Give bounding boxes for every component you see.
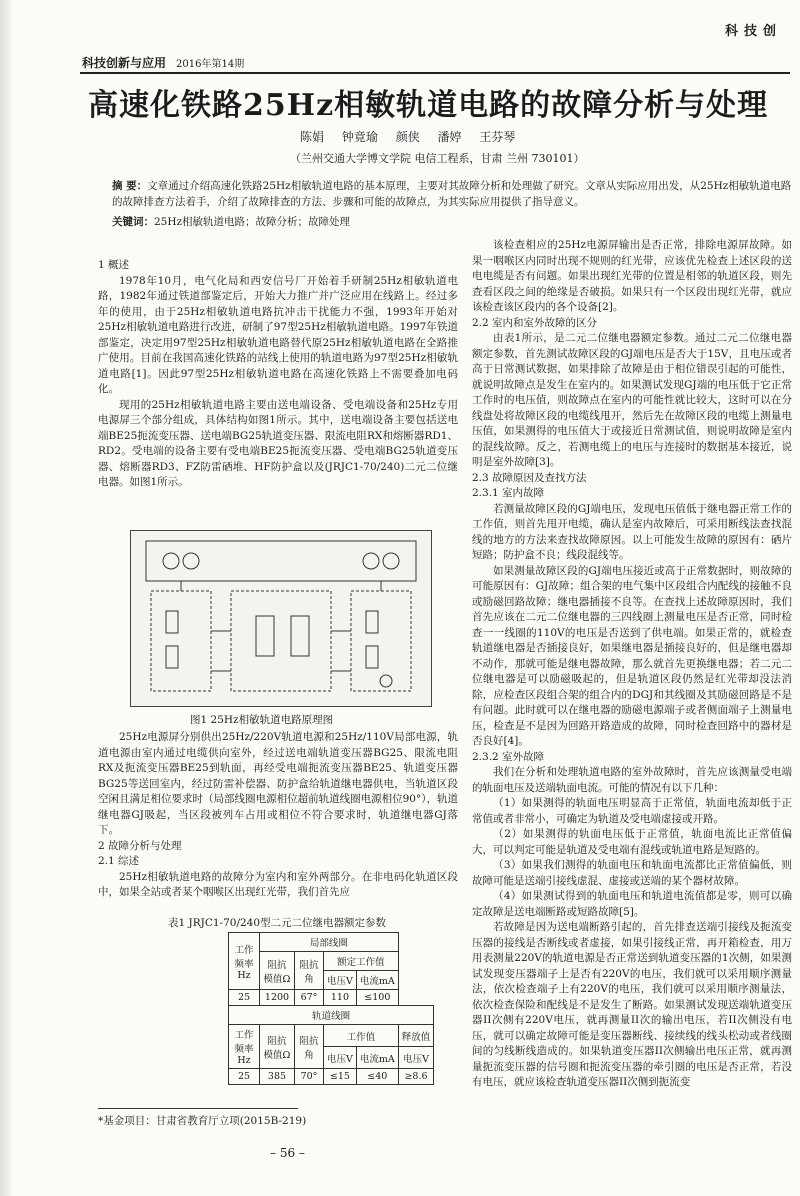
table-cell: 385 <box>260 1069 295 1085</box>
list-item: （2）如果测得的轨面电压低于正常值，轨面电流比正常值偏大，可以判定可能是轨道及受电端有混线或轨道电路是短路的。 <box>472 828 792 856</box>
header-cell: 电压V <box>324 971 357 990</box>
paragraph: 若测量故障区段的GJ端电压，发现电压值低于继电器正常工作的工作值，则首先甩开电缆，确认是室内故障后，可采用断线法查找混线的地方的方法来查找故障原因。以上可能发生故障的原因有：硒片短路；防护盒不良；线段混线等。 <box>472 502 792 561</box>
circuit-diagram <box>131 531 431 706</box>
power-panel-box <box>146 541 416 581</box>
relay-params-table <box>228 932 434 1085</box>
abstract-text: 文章通过介绍高速化铁路25Hz相敏轨道电路的基本原理，主要对其故障分析和处理做了研究。文章从实际应用出发，从25Hz相敏轨道电路的故障排查方法着手，介绍了故障排查的方法、步骤和可能的故障点，为其实际应用提供了指导意义。 <box>112 180 792 208</box>
header-cell: 电压V <box>398 1047 434 1069</box>
right-column <box>472 238 792 1091</box>
issue-label: 2016年第14期 <box>176 59 245 70</box>
paragraph: 我们在分析和处理轨道电路的室外故障时，首先应该测量受电端的轨面电压及送端轨面电流。可能的情况有以下几种： <box>472 766 792 794</box>
paragraph: 25Hz相敏轨道电路的故障分为室内和室外两部分。在非电码化轨道区段中，如果全站或者某个咽喉区出现红光带，我们首先应 <box>98 870 458 898</box>
header-cell: 额定工作值 <box>324 952 399 971</box>
table-cell: ≤15 <box>324 1069 357 1085</box>
page-number: – 56 – <box>270 1146 305 1160</box>
paragraph: 1978年10月，电气化局和西安信号厂开始着手研制25Hz相敏轨道电路，1982年通过铁道部鉴定后，开始大力推广并广泛应用在线路上。经过多年的使用，由于25Hz相敏轨道电路抗冲击干扰能力不强，1993年开始对25Hz相敏轨道电路进行改进，研制了97型25Hz相敏轨道电路。1997年铁道部鉴定，决定用97型25Hz相敏轨道电路替代原25Hz相敏轨道电路在全路推广使用。目前在我国高速化铁路的站线上使用的轨道电路为97型25Hz相敏轨道电路[1]。因此97型25Hz相敏轨道电路在高速化铁路上不需要叠加电码化。 <box>98 274 458 395</box>
footnote-rule <box>98 1108 298 1109</box>
table-cell: 110 <box>324 990 357 1006</box>
abstract-label: 摘 要： <box>112 180 148 192</box>
receiving-end-box <box>351 591 411 691</box>
author: 王芬琴 <box>479 130 516 144</box>
journal-name: 科技创 <box>724 24 782 39</box>
table-cell: ≤100 <box>356 990 398 1006</box>
section-heading: 1 概述 <box>98 259 130 271</box>
list-item: （3）如果我们测得的轨面电压和轨面电流都比正常值偏低，则故障可能是送端引接线虚混、虚接或送端的某个器材故障。 <box>472 859 792 887</box>
paper-title: 高速化铁路25Hz相敏轨道电路的故障分析与处理 <box>88 88 769 123</box>
subsection-heading: 2.3.2 室外故障 <box>472 750 545 763</box>
header-cell: 阻抗角 <box>295 1025 324 1069</box>
header-cell: 阻抗模值Ω <box>260 1025 295 1069</box>
table-cell: 25 <box>229 990 260 1006</box>
keywords-text: 25Hz相敏轨道电路；故障分析；故障处理 <box>154 216 351 228</box>
list-item: （4）如果测试得到的轨面电压和轨道电流值都是零，则可以确定故障是送电端断路或短路故障[5]。 <box>472 890 792 918</box>
section-name: 科技创新与应用 <box>82 56 167 70</box>
header-rule <box>80 72 790 74</box>
paragraph: 现用的25Hz相敏轨道电路主要由送电端设备、受电端设备和25Hz专用电源屏三个部分组成，具体结构如图1所示。其中，送电端设备主要包括送电端BE25扼流变压器、送电端BG25轨道变压器、限流电阻RX和熔断器RD1、RD2。受电端的设备主要有受电端BE25扼流变压器、受电端BG25轨道变压器、熔断器RD3、FZ防雷硒堆、HF防护盒以及(JRJC1-70/240)二元二位继电器。如图1所示。 <box>98 398 458 488</box>
author: 陈娟 <box>300 130 325 144</box>
author: 钟竟瑜 <box>341 130 378 144</box>
table-cell: 1200 <box>260 990 295 1006</box>
section-heading: 2 故障分析与处理 <box>98 839 182 852</box>
table-cell: ≥8.6 <box>398 1069 434 1085</box>
table-title: 表1 JRJC1-70/240型二元二位继电器额定参数 <box>168 917 387 929</box>
author: 潘婷 <box>437 130 462 144</box>
funding-note: *基金项目：甘肃省教育厅立项(2015B-219) <box>98 1115 307 1127</box>
header-cell: 工作频率Hz <box>229 1025 260 1069</box>
affiliation: （兰州交通大学博文学院 电信工程系，甘肃 兰州 730101） <box>290 152 585 165</box>
section-header <box>82 54 244 71</box>
author: 颜侠 <box>395 130 420 144</box>
table-cell: 25 <box>229 1069 260 1085</box>
paragraph: 若故障是因为送电端断路引起的，首先排查送端引接线及扼流变压器的接线是否断线或者虚接，如果引接线正常，再开箱检查，用万用表测量220V的轨道电源是否正常送到轨道变压器的1次侧，如果测试发现变压器端子上是否有220V的电压，我们就可以采用顺序测量法，依次检查端子上有220V的电压，我们就可以采用顺序测量法，依次检查保险和配线是不是发生了断路。如果测试发现送端轨道变压器II次侧有220V电压，就再测量II次的输出电压，若II次侧没有电压，就可以确定故障可能是变压器断线、接续线的线头松动或者线圈间的匀线断线造成的。如果轨道变压器II次侧输出电压正常，就再测量扼流变压器的信号圈和扼流变压器的牵引圈的电压是否正常，若没有电压，就应该检查轨道变压器II次侧到扼流变 <box>472 921 792 1088</box>
header-cell: 工作值 <box>324 1025 399 1047</box>
track-box <box>231 591 331 691</box>
header-cell: 电压V <box>324 1047 357 1069</box>
header-cell: 阻抗角 <box>295 952 324 990</box>
subsection-heading: 2.3 故障原因及查找方法 <box>472 471 587 484</box>
header-cell: 轨道线圈 <box>229 1006 434 1025</box>
header-cell: 工作频率Hz <box>229 933 260 990</box>
circuit-diagram-figure <box>130 530 432 707</box>
subsection-heading: 2.2 室内和室外故障的区分 <box>472 316 598 329</box>
keywords-label: 关键词： <box>112 216 154 228</box>
sending-end-box <box>151 591 211 691</box>
paragraph: 25Hz电源屏分别供出25Hz/220V轨道电源和25Hz/110V局部电源，轨道电源由室内通过电缆供向室外，经过送电端轨道变压器BG25、限流电阻RX及扼流变压器BE25到轨面，再经受电端扼流变压器BE25、轨道变压器BG25等送回室内，经过防雷补偿器、防护盒给轨道继电器供电，当轨道区段空闲且满足相位要求时（局部线圈电源相位超前轨道线圈电源相位90°），轨道继电器GJ吸起，当区段被列车占用或相位不符合要求时，轨道继电器GJ落下。 <box>98 731 458 836</box>
paragraph: 如果测量故障区段的GJ端电压接近或高于正常数据时，则故障的可能原因有：GJ故障；组合架的电气集中区段组合内配线的接触不良或励磁回路故障；继电器插接不良等。在查找上述故障原因时，我们首先应该在二元二位继电器的三四线圈上测量电压是否正常，同时检查一一线圈的110V的电压是否送到了供电端。如果正常的，就检查轨道继电器是否插接良好，如果继电器是插接良好的，但是继电器却不动作，那就可能是继电器故障，那么就首先更换继电器；若二元二位继电器是可以励磁吸起的，但是轨道区段仍然是红光带却没法消除，应检查区段组合架的组合内的DGJ和其线圈及其励磁回路是不是有问题。此时就可以在继电器的励磁电源端子或者侧面端子上测量电压，检查是不是因为回路开路造成的故障，同时检查回路中的器材是否良好[4]。 <box>472 564 792 747</box>
header-cell: 阻抗模值Ω <box>260 952 295 990</box>
header-cell: 电流mA <box>356 1047 398 1069</box>
left-column-top <box>98 258 458 491</box>
left-column-bottom <box>98 730 458 901</box>
abstract <box>112 178 792 210</box>
header-cell: 局部线圈 <box>260 933 399 952</box>
header-cell: 释放值 <box>398 1025 434 1047</box>
figure-caption: 图1 25Hz相敏轨道电路原理图 <box>190 714 334 726</box>
scan-edge-shadow <box>0 0 14 1196</box>
subsection-heading: 2.1 综述 <box>98 855 140 867</box>
table-cell: ≤40 <box>356 1069 398 1085</box>
paragraph: 由表1所示，是二元二位继电器额定参数。通过二元二位继电器额定参数，首先测试故障区段的GJ端电压是否大于15V，且电压或者高于日常测试数据，如果排除了故障是由于相位错误引起的可能性，就说明故障点是发生在室内的。如果测试发现GJ端的电压低于它正常工作时的电压值，则故障点在室内的可能性就比较大，这时可以在分线盘处将故障区段的电缆线甩开，然后先在故障区段的电缆上测量电压值，如果测得的电压值大于或接近日常测试值，则说明故障是室内的混线故障。反之，若测电缆上的电压与连接时的数据基本接近，说明是室外故障[3]。 <box>472 332 792 468</box>
author-list <box>300 128 515 145</box>
table-cell: 70° <box>295 1069 324 1085</box>
paragraph: 该检查相应的25Hz电源屏输出是否正常，排除电源屏故障。如果一咽喉区内同时出现不规则的红光带，应该优先检查上述区段的送电电缆是否有问题。如果出现红光带的位置是相邻的轨道区段，则先查看区段之间的绝缘是否破损。如果只有一个区段出现红光带，就应该检查该区段内的各个设备[2]。 <box>472 239 792 313</box>
table-cell: 67° <box>295 990 324 1006</box>
list-item: （1）如果测得的轨面电压明显高于正常值，轨面电流却低于正常值或者非常小，可确定为轨道及受电端虚接或开路。 <box>472 797 792 825</box>
subsection-heading: 2.3.1 室内故障 <box>472 487 545 499</box>
keywords <box>112 214 792 229</box>
header-cell: 电流mA <box>356 971 398 990</box>
